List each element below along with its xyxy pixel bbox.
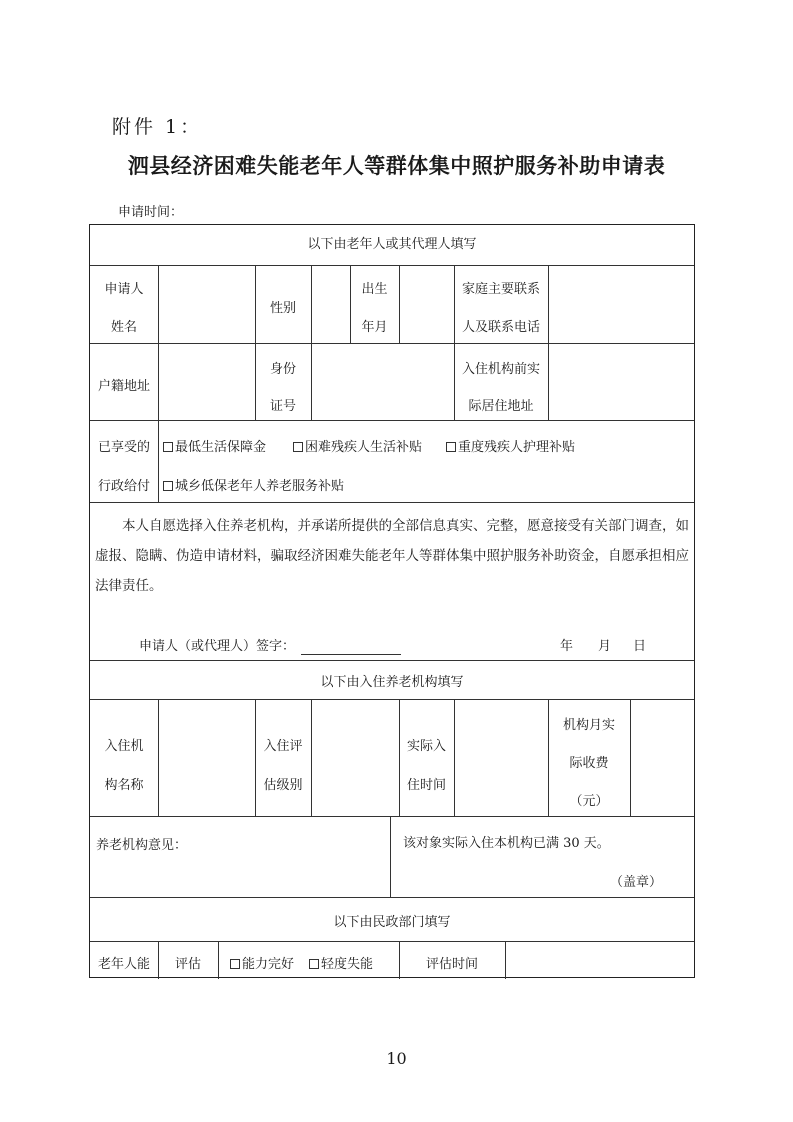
signature-row <box>139 638 401 655</box>
checkbox-icon[interactable] <box>446 442 456 452</box>
page-title: 泗县经济困难失能老年人等群体集中照护服务补助申请表 <box>127 153 666 178</box>
date-day: 日 <box>633 639 647 654</box>
monthly-fee-label-line1: 机构月实 <box>562 718 615 733</box>
benefit-option-min-living[interactable]: 最低生活保障金 <box>163 439 266 456</box>
row-divider <box>90 502 694 503</box>
col-divider <box>218 941 219 979</box>
birth-label-line2: 年月 <box>361 320 388 335</box>
applicant-name-label-line1: 申请人 <box>104 282 144 297</box>
col-divider <box>630 699 631 816</box>
prior-residence-label-line2: 际居住地址 <box>468 399 534 414</box>
row-divider <box>90 897 694 898</box>
benefit-option-disabled-care[interactable]: 重度残疾人护理补贴 <box>446 439 575 456</box>
family-contact-label-line2: 人及联系电话 <box>461 320 540 335</box>
row-divider <box>90 941 694 942</box>
application-time-label: 申请时间： <box>118 205 184 220</box>
institution-name-label-line1: 入住机 <box>104 739 144 754</box>
col-divider <box>158 699 159 816</box>
id-number-label-line2: 证号 <box>269 399 296 414</box>
assessment-level-label-line1: 入住评 <box>263 739 303 754</box>
row-divider <box>90 265 694 266</box>
row-divider <box>90 660 694 661</box>
application-form-table <box>89 224 695 978</box>
checkbox-icon[interactable] <box>163 442 173 452</box>
assessment-time-label: 评估时间 <box>425 957 478 972</box>
attachment-label: 附件 1： <box>112 116 203 138</box>
col-divider <box>255 265 256 420</box>
col-divider <box>311 265 312 420</box>
benefits-label-line1: 已享受的 <box>97 440 150 455</box>
checkbox-icon[interactable] <box>230 959 240 969</box>
row-divider <box>90 699 694 700</box>
signature-label: 申请人（或代理人）签字： <box>139 639 296 654</box>
col-divider <box>454 699 455 816</box>
col-divider <box>399 265 400 343</box>
benefits-label-line2: 行政给付 <box>97 479 150 494</box>
id-number-label-line1: 身份 <box>269 362 296 377</box>
entry-time-label-line2: 住时间 <box>406 778 446 793</box>
family-contact-label-line1: 家庭主要联系 <box>461 282 540 297</box>
col-divider <box>255 699 256 816</box>
row-divider <box>90 816 694 817</box>
benefit-option-disabled-living[interactable]: 困难残疾人生活补贴 <box>293 439 422 456</box>
row-divider <box>90 420 694 421</box>
ability-option-mild[interactable]: 轻度失能 <box>309 956 373 973</box>
declaration-paragraph: 本人自愿选择入住养老机构，并承诺所提供的全部信息真实、完整，愿意接受有关部门调查，如虚报、隐瞒、伪造申请材料，骗取经济困难失能老年人等群体集中照护服务补助资金，自愿承担相应法律责任。 <box>95 518 689 594</box>
monthly-fee-label-line3: （元） <box>569 794 609 809</box>
section2-header: 以下由入住养老机构填写 <box>320 675 464 690</box>
col-divider <box>399 699 400 816</box>
household-address-label: 户籍地址 <box>97 379 150 394</box>
birth-label-line1: 出生 <box>361 282 388 297</box>
institution-opinion-label: 养老机构意见： <box>96 838 188 853</box>
row-divider <box>90 343 694 344</box>
signature-line[interactable] <box>301 640 401 655</box>
checkbox-icon[interactable] <box>293 442 303 452</box>
monthly-fee-label-line2: 际收费 <box>569 756 609 771</box>
checkbox-icon[interactable] <box>309 959 319 969</box>
gender-label: 性别 <box>269 301 296 316</box>
col-divider <box>158 420 159 502</box>
date-year: 年 <box>560 639 574 654</box>
applicant-name-label-line2: 姓名 <box>110 320 137 335</box>
assessment-label: 评估 <box>174 957 201 972</box>
col-divider <box>505 941 506 979</box>
page-number: 10 <box>386 1049 407 1068</box>
col-divider <box>548 265 549 420</box>
col-divider <box>158 265 159 420</box>
elder-ability-label: 老年人能 <box>97 957 150 972</box>
col-divider <box>390 816 391 897</box>
entry-time-label-line1: 实际入 <box>406 739 446 754</box>
col-divider <box>311 699 312 816</box>
assessment-level-label-line2: 估级别 <box>263 778 303 793</box>
benefit-option-elder-service[interactable]: 城乡低保老年人养老服务补贴 <box>163 478 344 495</box>
stay-confirmation-text: 该对象实际入住本机构已满 30 天。 <box>403 836 610 851</box>
ability-option-intact[interactable]: 能力完好 <box>230 956 294 973</box>
seal-label: （盖章） <box>610 875 663 890</box>
prior-residence-label-line1: 入住机构前实 <box>461 362 540 377</box>
section3-header: 以下由民政部门填写 <box>333 915 451 930</box>
section1-header: 以下由老年人或其代理人填写 <box>307 237 477 252</box>
date-month: 月 <box>598 639 612 654</box>
institution-name-label-line2: 构名称 <box>104 778 144 793</box>
checkbox-icon[interactable] <box>163 481 173 491</box>
